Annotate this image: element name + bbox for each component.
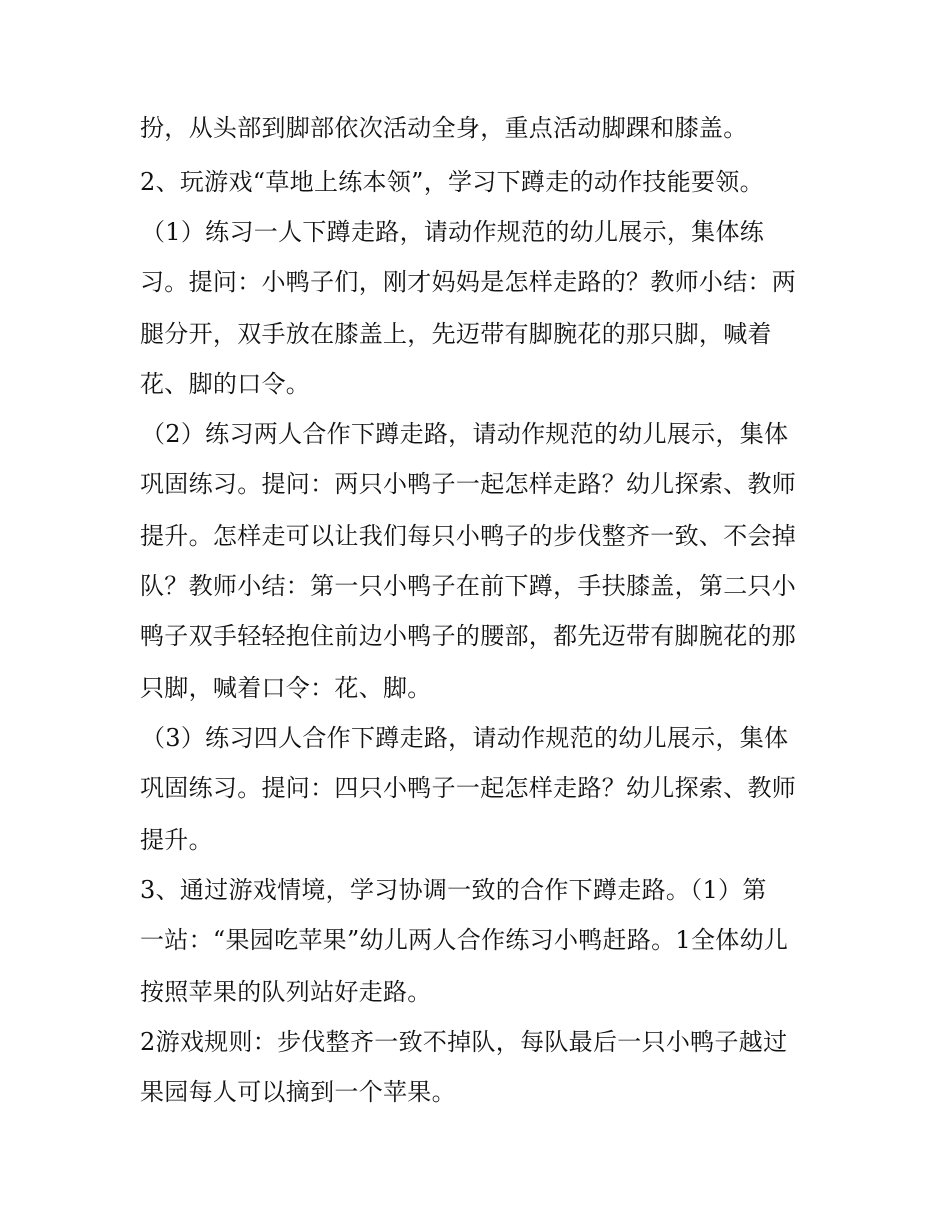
text-line: 只脚，喊着口令：花、脚。: [140, 674, 432, 702]
text-line: 花、脚的口令。: [140, 370, 311, 398]
text-line: 提升。怎样走可以让我们每只小鸭子的步伐整齐一致、不会掉: [140, 522, 797, 550]
text-line: 巩固练习。提问：两只小鸭子一起怎样走路？幼儿探索、教师: [140, 470, 797, 498]
text-line: 按照苹果的队列站好走路。: [140, 978, 432, 1006]
text-line: 提升。: [140, 826, 213, 854]
text-line: （2）练习两人合作下蹲走路，请动作规范的幼儿展示，集体: [141, 420, 789, 448]
text-line: 鸭子双手轻轻抱住前边小鸭子的腰部，都先迈带有脚腕花的那: [140, 622, 797, 650]
text-line: 腿分开，双手放在膝盖上，先迈带有脚腕花的那只脚，喊着: [140, 320, 772, 348]
text-line: 2游戏规则：步伐整齐一致不掉队，每队最后一只小鸭子越过: [140, 1028, 788, 1056]
text-line: 扮，从头部到脚部依次活动全身，重点活动脚踝和膝盖。: [140, 114, 748, 142]
text-line: （1）练习一人下蹲走路，请动作规范的幼儿展示，集体练: [141, 218, 765, 246]
text-line: 习。提问：小鸭子们，刚才妈妈是怎样走路的？教师小结：两: [140, 268, 797, 296]
text-line: 3、通过游戏情境，学习协调一致的合作下蹲走路。（1）第: [140, 876, 767, 904]
text-line: 2、玩游戏“草地上练本领”，学习下蹲走的动作技能要领。: [140, 168, 764, 196]
text-line: 巩固练习。提问：四只小鸭子一起怎样走路？幼儿探索、教师: [140, 774, 797, 802]
text-line: 队？教师小结：第一只小鸭子在前下蹲，手扶膝盖，第二只小: [140, 572, 797, 600]
text-line: 果园每人可以摘到一个苹果。: [140, 1078, 456, 1106]
text-line: （3）练习四人合作下蹲走路，请动作规范的幼儿展示，集体: [141, 724, 789, 752]
text-line: 一站：“果园吃苹果”幼儿两人合作练习小鸭赶路。1全体幼儿: [140, 926, 789, 954]
